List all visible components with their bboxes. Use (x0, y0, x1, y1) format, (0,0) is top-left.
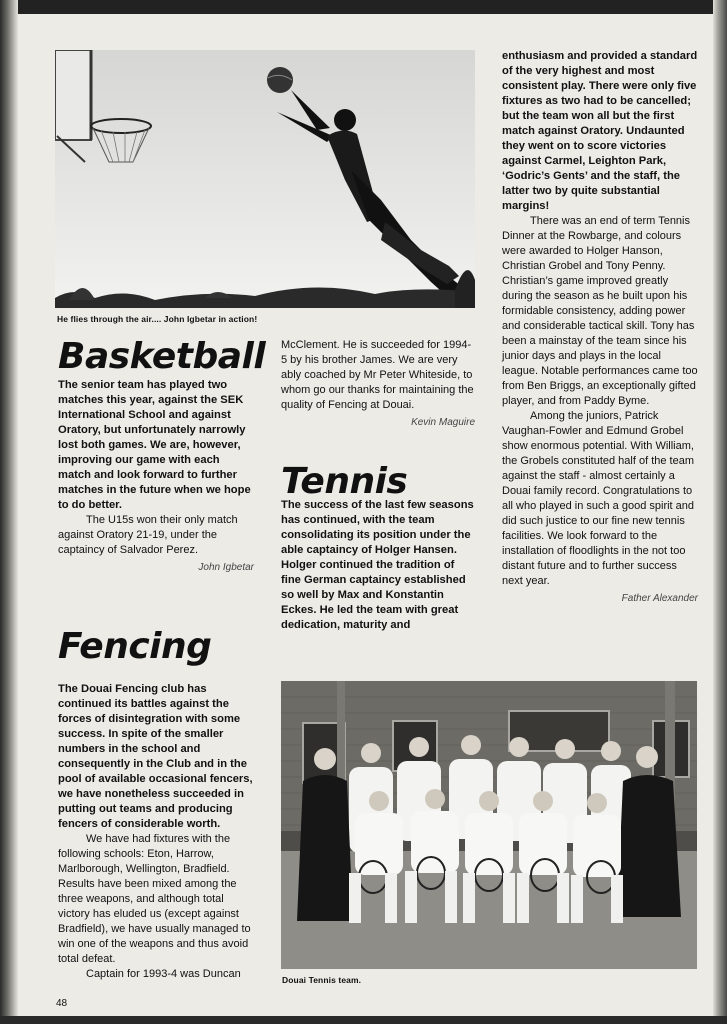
fencing-continued-text: McClement. He is succeeded for 1994-5 by his brother James. We are very ably coached by Mr Peter Whiteside, to whom go our thanks for maintaining the quality of Fencing at Douai. (281, 339, 474, 411)
tennis-lead-continued: enthusiasm and provided a standard of the very highest and most consistent play. There were only five fixtures as two had to be cancelled; but the team won all but the first match against Oratory. Undaunted they went on to score victories against Carmel, Leighton Park, ‘Godric’s Gents’ and the staff, the latter two by quite substantial margins! (502, 50, 698, 212)
scan-top-edge (0, 0, 727, 14)
fencing-article (58, 682, 254, 982)
tennis-team-photo (281, 681, 697, 969)
page-binding (0, 0, 18, 1024)
fencing-article-continued (281, 338, 475, 430)
basketball-article (58, 378, 254, 575)
basketball-signature: John Igbetar (198, 562, 254, 573)
fencing-paragraph-captain: Captain for 1993-4 was Duncan (86, 968, 241, 980)
basketball-paragraph: The U15s won their only match against Oratory 21-19, under the captaincy of Salvador Perez. (58, 514, 238, 556)
fencing-heading: Fencing (58, 626, 212, 667)
scan-right-edge (713, 0, 727, 1024)
basketball-lead: The senior team has played two matches this year, against the SEK International School and against Oratory, but unfortunately narrowly lost both games. We are, however, improving our game with each match and look forward to further matches in the future when we hope to do better. (58, 379, 251, 511)
tennis-heading: Tennis (281, 461, 408, 502)
tennis-article-continued (502, 49, 698, 606)
basketball-heading: Basketball (58, 336, 266, 377)
tennis-signature: Father Alexander (621, 593, 698, 604)
tennis-article (281, 498, 477, 633)
basketball-photo-graphic (55, 50, 475, 308)
page-number: 48 (56, 998, 68, 1009)
basketball-photo (55, 50, 475, 308)
scan-bottom-edge (0, 1016, 727, 1024)
fencing-paragraph: We have had fixtures with the following schools: Eton, Harrow, Marlborough, Wellington, Bradfield. Results have been mixed among the three weapons, and although total victory has eluded us (except against Bradfield), we have usually managed to win one of the weapons and thus avoid total defeat. (58, 833, 251, 965)
tennis-paragraph-juniors: Among the juniors, Patrick Vaughan-Fowler and Edmund Grobel show enormous potential. With William, the Grobels constituted half of the team against the staff - almost certainly a Douai family record. Congratulations to all who played in such a good spirit and did such justice to our fine new tennis facilities. We look forward to the installation of floodlights in the not too distant future and to further success next year. (502, 410, 695, 587)
tennis-team-photo-graphic (281, 681, 697, 969)
tennis-paragraph-dinner: There was an end of term Tennis Dinner at the Rowbarge, and colours were awarded to Holger Hanson, Christian Grobel and Tony Penny. Christian’s game improved greatly during the season as he built upon his formidable consistency, adding power and considerable tactical skill. Tony has been a mainstay of the team since his junior days and plays in the local league. Notable performances came too from Ben Briggs, an exceptionally gifted player, and from Paddy Byme. (502, 215, 698, 407)
basketball-photo-caption: He flies through the air.... John Igbetar in action! (57, 314, 258, 324)
fencing-lead: The Douai Fencing club has continued its battles against the forces of disintegration with some success. In spite of the smaller numbers in the school and consequently in the Club and in the pool of available occasional fencers, we have nonetheless succeeded in putting out teams and producing fencers of considerable worth. (58, 683, 253, 830)
tennis-photo-caption: Douai Tennis team. (282, 975, 362, 985)
tennis-lead: The success of the last few seasons has continued, with the team consolidating its position under the able captaincy of Holger Hansen. Holger continued the tradition of fine German captaincy established so well by Max and Konstantin Eckes. He led the team with great dedication, maturity and (281, 499, 474, 631)
fencing-signature: Kevin Maguire (411, 417, 475, 428)
